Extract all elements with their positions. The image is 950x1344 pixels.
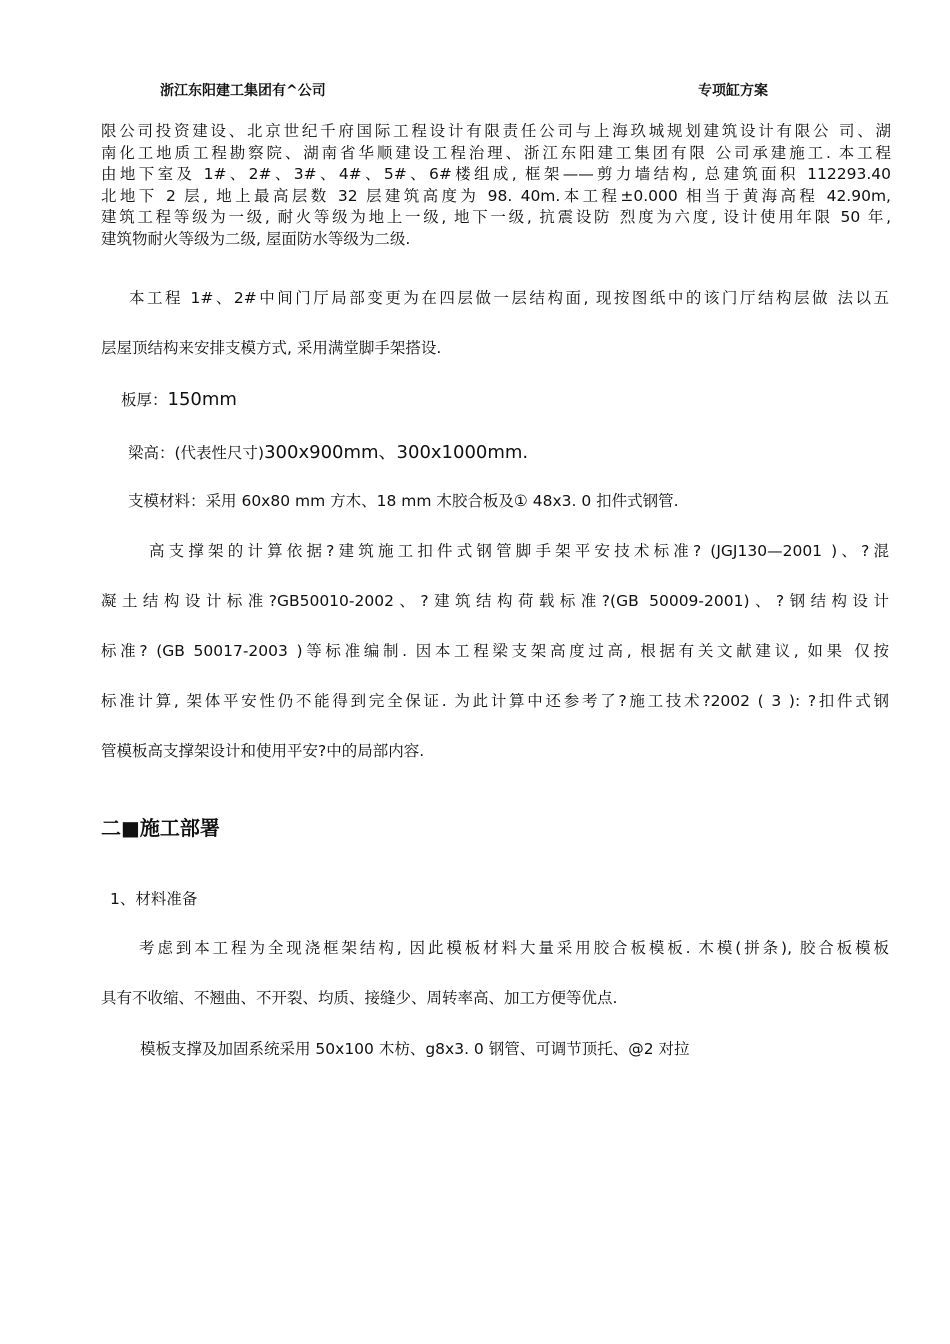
project-intro-paragraph xyxy=(101,121,891,250)
text-line: 层屋顶结构来安排支模方式, 采用满堂脚手架搭设. xyxy=(101,339,442,357)
text-line: 凝土结构设计标准?GB50010-2002、?建筑结构荷载标准?(GB 50009-2001)、?钢结构设计 xyxy=(101,592,889,610)
header-company: 浙江东阳建工集团有^公司 xyxy=(160,83,326,99)
text-line: 管模板高支撑架设计和使用平安?中的局部内容. xyxy=(101,742,425,760)
material-value: 60x80 mm 方木、18 mm 木胶合板及① 48x3. 0 扣件式钢管. xyxy=(241,492,679,510)
slab-label: 板厚： xyxy=(121,391,168,409)
text-line: 具有不收缩、不翘曲、不开裂、均质、接缝少、周转率高、加工方便等优点. xyxy=(101,989,618,1007)
formwork-material xyxy=(128,489,679,511)
header-doc-title: 专项缸方案 xyxy=(698,83,768,99)
calculation-basis-paragraph xyxy=(101,526,889,776)
slab-value: 150mm xyxy=(167,389,237,410)
support-system-line: 模板支撑及加固系统采用 50x100 木枋、g8x3. 0 钢管、可调节顶托、@2 对拉 xyxy=(140,1040,690,1058)
change-paragraph xyxy=(101,273,889,373)
text-line: 高支撑架的计算依据?建筑施工扣件式钢管脚手架平安技术标准? (JGJ130—2001 )、?混 xyxy=(149,542,889,560)
beam-value: 300x900mm、300x1000mm. xyxy=(264,442,529,463)
text-line: 南化工地质工程勘察院、湖南省华顺建设工程治理、浙江东阳建工集团有限 公司承建施工. 本工程 xyxy=(101,143,891,162)
text-line: 考虑到本工程为全现浇框架结构, 因此模板材料大量采用胶合板模板. 木模(拼条), 胶合板模板 xyxy=(139,939,889,957)
slab-thickness xyxy=(121,388,237,410)
material-label: 支模材料：采用 xyxy=(128,492,237,510)
material-prep-paragraph xyxy=(101,923,889,1023)
text-line: 由地下室及 1#、2#、3#、4#、5#、6#楼组成, 框架——剪力墙结构, 总建筑面积 112293.40 xyxy=(101,165,891,183)
text-line: 标准? (GB 50017-2003 )等标准编制. 因本工程梁支架高度过高, 根据有关文献建议, 如果 仅按 xyxy=(101,642,889,660)
text-line: 建筑物耐火等级为二级, 屋面防水等级为二级. xyxy=(101,229,411,248)
beam-label: 梁高：(代表性尺寸) xyxy=(128,444,265,462)
text-line: 限公司投资建设、北京世纪千府国际工程设计有限责任公司与上海玖城规划建筑设计有限公 司、湖 xyxy=(101,122,891,140)
section-heading: 二■施工部署 xyxy=(101,816,220,840)
subsection-heading: 1、材料准备 xyxy=(110,890,198,908)
text-line: 北地下 2 层, 地上最高层数 32 层建筑高度为 98. 40m.本工程±0.000 相当于黄海高程 42.90m, xyxy=(101,186,891,205)
text-line: 标准计算, 架体平安性仍不能得到完全保证. 为此计算中还参考了?施工技术?2002 ( 3 ): ?扣件式钢 xyxy=(101,692,889,710)
beam-height xyxy=(128,438,528,464)
text-line: 建筑工程等级为一级, 耐火等级为地上一级, 地下一级, 抗震设防 烈度为六度, 设计使用年限 50 年, xyxy=(101,208,891,226)
text-line: 本工程 1#、2#中间门厅局部变更为在四层做一层结构面, 现按图纸中的该门厅结构层做 法以五 xyxy=(129,289,889,307)
